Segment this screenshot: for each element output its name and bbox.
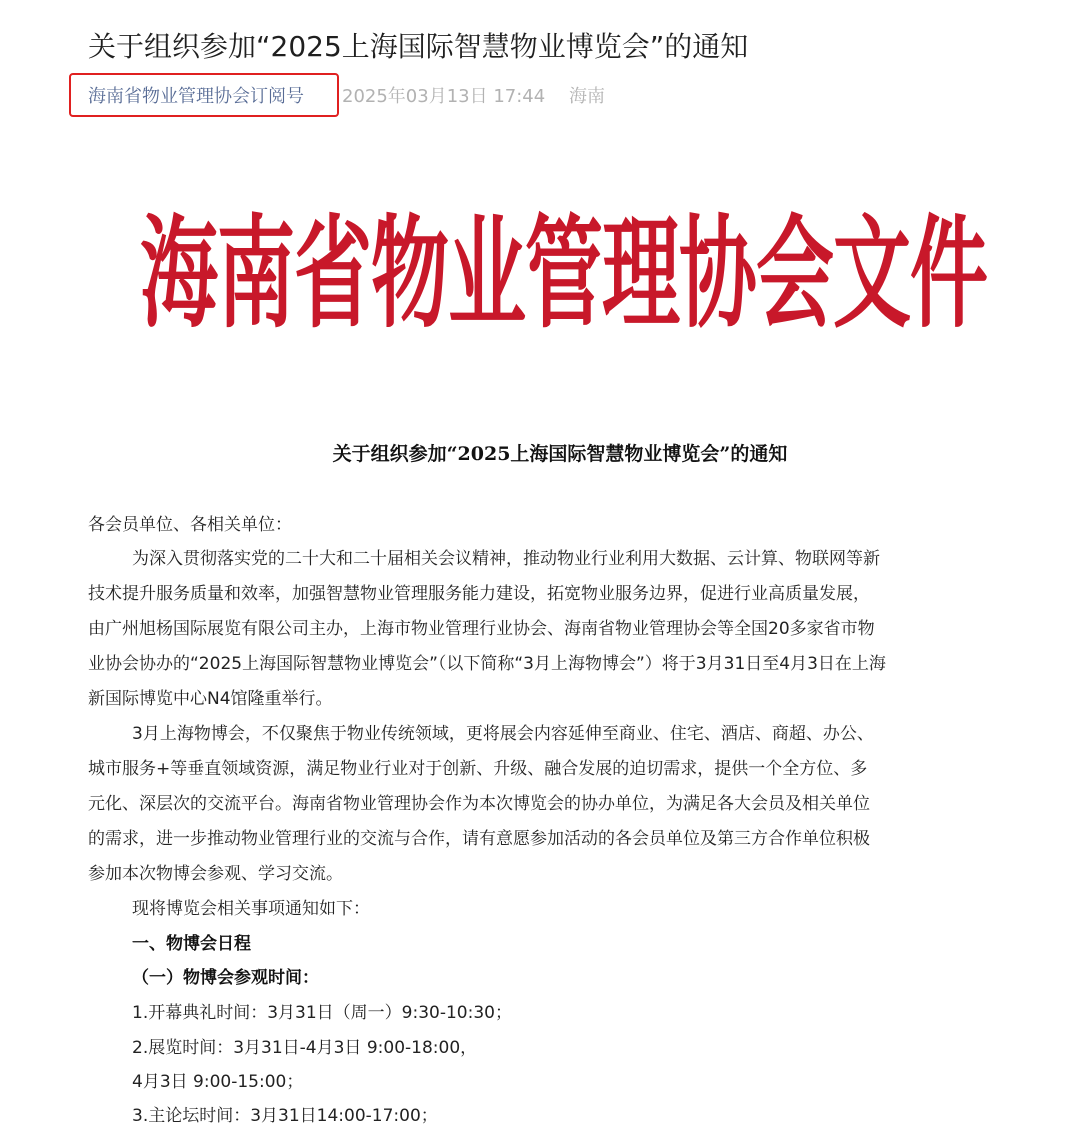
paragraph-line: 新国际博览中心N4馆隆重举行。 xyxy=(88,689,333,709)
schedule-item: 1.开幕典礼时间：3月31日（周一）9:30-10:30； xyxy=(132,1003,512,1023)
paragraph-line: 为深入贯彻落实党的二十大和二十届相关会议精神，推动物业行业利用大数据、云计算、物联网等新 xyxy=(132,549,880,569)
schedule-item: 3.主论坛时间：3月31日14:00-17:00； xyxy=(132,1106,438,1126)
paragraph-3: 现将博览会相关事项通知如下： xyxy=(132,899,370,919)
letterhead-image xyxy=(140,190,988,360)
paragraph-line: 3月上海物博会，不仅聚焦于物业传统领域，更将展会内容延伸至商业、住宅、酒店、商超、办公、 xyxy=(132,724,874,744)
paragraph-line: 业协会协办的“2025上海国际智慧物业博览会”（以下简称“3月上海物博会”）将于3月31日至4月3日在上海 xyxy=(88,654,886,674)
schedule-item: 2.展览时间：3月31日-4月3日 9:00-18:00， xyxy=(132,1038,478,1058)
publish-region: 海南 xyxy=(569,86,605,107)
account-name-link[interactable]: 海南省物业管理协会订阅号 xyxy=(88,86,304,107)
section-heading: 一、物博会日程 xyxy=(132,934,251,954)
schedule-item: 4月3日 9:00-15:00； xyxy=(132,1072,304,1092)
paragraph-line: 参加本次物博会参观、学习交流。 xyxy=(88,864,343,884)
paragraph-line: 城市服务+等垂直领域资源，满足物业行业对于创新、升级、融合发展的迫切需求，提供一个全方位、多 xyxy=(88,759,868,779)
paragraph-line: 的需求，进一步推动物业管理行业的交流与合作，请有意愿参加活动的各会员单位及第三方合作单位积极 xyxy=(88,829,870,849)
letterhead-text: 海南省物业管理协会文件 xyxy=(140,203,988,345)
publish-time: 2025年03月13日 17:44 xyxy=(342,86,546,107)
paragraph-line: 元化、深层次的交流平台。海南省物业管理协会作为本次博览会的协办单位，为满足各大会员及相关单位 xyxy=(88,794,870,814)
salutation: 各会员单位、各相关单位： xyxy=(88,515,292,535)
paragraph-line: 技术提升服务质量和效率，加强智慧物业管理服务能力建设，拓宽物业服务边界，促进行业高质量发展， xyxy=(88,584,870,604)
subsection-heading: （一）物博会参观时间： xyxy=(132,968,319,988)
paragraph-line: 由广州旭杨国际展览有限公司主办，上海市物业管理行业协会、海南省物业管理协会等全国20多家省市物 xyxy=(88,619,875,639)
document-title: 关于组织参加“2025上海国际智慧物业博览会”的通知 xyxy=(332,443,788,465)
article-title: 关于组织参加“2025上海国际智慧物业博览会”的通知 xyxy=(88,30,749,63)
